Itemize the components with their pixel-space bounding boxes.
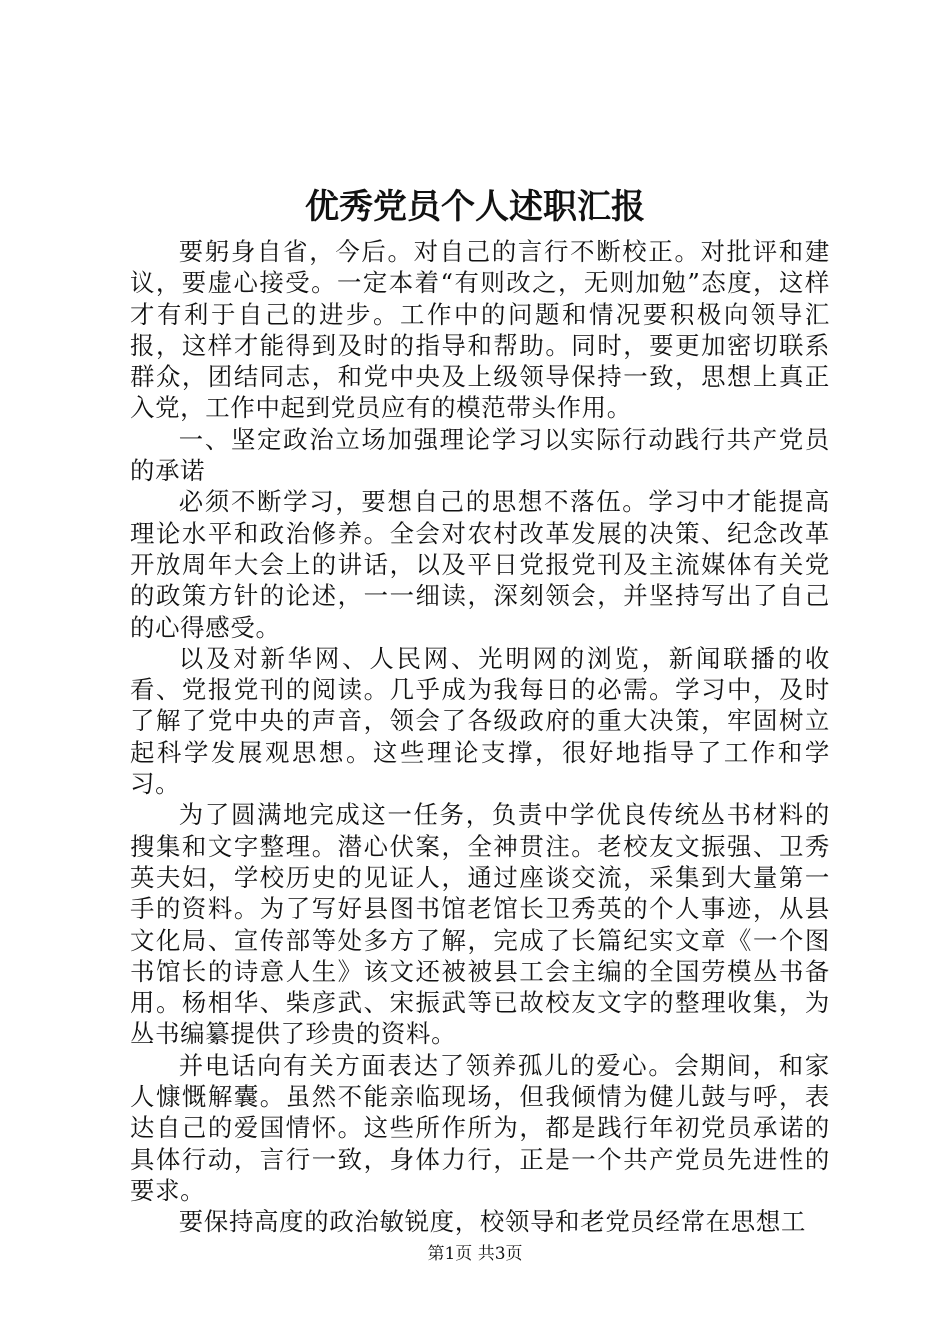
- paragraph-6: 要保持高度的政治敏锐度，校领导和老党员经常在思想工: [178, 1207, 807, 1237]
- paragraph-2: 必须不断学习，要想自己的思想不落伍。学习中才能提高理论水平和政治修养。全会对农村改革发展的决策、纪念改革开放周年大会上的讲话，以及平日党报党刊及主流媒体有关党的政策方针的论述，一一细读，深刻领会，并坚持写出了自己的心得感受。: [130, 487, 830, 642]
- document-body: [130, 236, 830, 1238]
- paragraph-4: 为了圆满地完成这一任务，负责中学优良传统丛书材料的搜集和文字整理。潜心伏案，全神贯注。老校友文振强、卫秀英夫妇，学校历史的见证人，通过座谈交流，采集到大量第一手的资料。为了写好县图书馆老馆长卫秀英的个人事迹，从县文化局、宣传部等处多方了解，完成了长篇纪实文章《一个图书馆长的诗意人生》该文还被被县工会主编的全国劳模丛书备用。杨相华、柴彦武、宋振武等已故校友文字的整理收集，为丛书编纂提供了珍贵的资料。: [130, 800, 830, 1049]
- paragraph-1: 要躬身自省，今后。对自己的言行不断校正。对批评和建议，要虚心接受。一定本着“有则改之，无则加勉”态度，这样才有利于自己的进步。工作中的问题和情况要积极向领导汇报，这样才能得到及时的指导和帮助。同时，要更加密切联系群众，团结同志，和党中央及上级领导保持一致，思想上真正入党，工作中起到党员应有的模范带头作用。: [130, 237, 830, 423]
- paragraph-5: 并电话向有关方面表达了领养孤儿的爱心。会期间，和家人慷慨解囊。虽然不能亲临现场，但我倾情为健儿鼓与呼，表达自己的爱国情怀。这些所作所为，都是践行年初党员承诺的具体行动，言行一致，身体力行，正是一个共产党员先进性的要求。: [130, 1050, 830, 1205]
- document-title: 优秀党员个人述职汇报: [305, 187, 645, 227]
- section-heading-1: 一、坚定政治立场加强理论学习以实际行动践行共产党员的承诺: [130, 424, 830, 486]
- paragraph-3: 以及对新华网、人民网、光明网的浏览，新闻联播的收看、党报党刊的阅读。几乎成为我每日的必需。学习中，及时了解了党中央的声音，领会了各级政府的重大决策，牢固树立起科学发展观思想。这些理论支撑，很好地指导了工作和学习。: [130, 643, 830, 799]
- page-number-footer: 第1页 共3页: [427, 1244, 523, 1264]
